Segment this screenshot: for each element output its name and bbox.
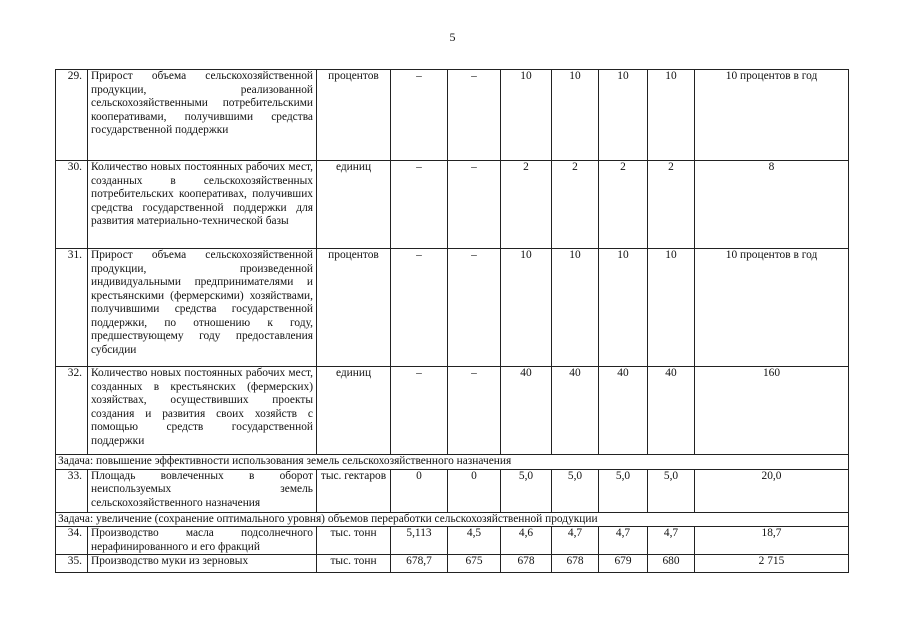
table-row [56, 367, 849, 455]
value-cell: 5,0 [648, 469, 695, 512]
indicator-description: Производство муки из зерновых [88, 555, 317, 573]
value-cell: – [448, 249, 501, 367]
value-cell: – [391, 249, 448, 367]
table-row [56, 161, 849, 249]
unit-cell: тыс. тонн [317, 555, 391, 573]
task-row [56, 455, 849, 470]
value-cell: 10 [648, 70, 695, 161]
value-cell: 4,6 [501, 527, 552, 555]
value-cell: 10 [599, 70, 648, 161]
total-cell: 2 715 [695, 555, 849, 573]
value-cell: 678 [552, 555, 599, 573]
unit-cell: процентов [317, 249, 391, 367]
value-cell: 40 [648, 367, 695, 455]
value-cell: 0 [391, 469, 448, 512]
task-text: Задача: повышение эффективности использования земель сельскохозяйственного назначения [56, 455, 849, 470]
value-cell: 4,5 [448, 527, 501, 555]
value-cell: 2 [599, 161, 648, 249]
value-cell: 40 [599, 367, 648, 455]
value-cell: – [391, 161, 448, 249]
unit-cell: тыс. гектаров [317, 469, 391, 512]
total-cell: 10 процентов в год [695, 249, 849, 367]
value-cell: 5,0 [552, 469, 599, 512]
total-cell: 18,7 [695, 527, 849, 555]
table-row [56, 249, 849, 367]
value-cell: 5,0 [501, 469, 552, 512]
value-cell: 10 [648, 249, 695, 367]
value-cell: 2 [648, 161, 695, 249]
table-row [56, 555, 849, 573]
value-cell: 5,0 [599, 469, 648, 512]
value-cell: 4,7 [648, 527, 695, 555]
value-cell: – [448, 70, 501, 161]
total-cell: 20,0 [695, 469, 849, 512]
value-cell: 678 [501, 555, 552, 573]
value-cell: 680 [648, 555, 695, 573]
value-cell: 678,7 [391, 555, 448, 573]
table-row [56, 527, 849, 555]
table-row [56, 70, 849, 161]
row-number: 33. [56, 469, 88, 512]
unit-cell: процентов [317, 70, 391, 161]
value-cell: – [391, 367, 448, 455]
value-cell: 10 [501, 70, 552, 161]
task-row [56, 512, 849, 527]
value-cell: 4,7 [552, 527, 599, 555]
page-number: 5 [449, 30, 456, 44]
value-cell: 5,113 [391, 527, 448, 555]
value-cell: 10 [599, 249, 648, 367]
value-cell: 2 [552, 161, 599, 249]
row-number: 35. [56, 555, 88, 573]
indicator-description: Прирост объема сельскохозяйственной продукции, произведенной индивидуальными предпринимателями и крестьянскими (фермерскими) хозяйствами, получившими средства государственной поддержки, по отношению к году, предшествующему году предоставления субсидии [88, 249, 317, 367]
value-cell: 40 [501, 367, 552, 455]
total-cell: 8 [695, 161, 849, 249]
value-cell: 40 [552, 367, 599, 455]
indicator-description: Прирост объема сельскохозяйственной продукции, реализованной сельскохозяйственными потребительскими кооперативами, получившими средства государственной поддержки [88, 70, 317, 161]
indicators-table [55, 69, 849, 573]
unit-cell: единиц [317, 367, 391, 455]
value-cell: 0 [448, 469, 501, 512]
task-text: Задача: увеличение (сохранение оптимального уровня) объемов переработки сельскохозяйственной продукции [56, 512, 849, 527]
row-number: 30. [56, 161, 88, 249]
unit-cell: тыс. тонн [317, 527, 391, 555]
table-row [56, 469, 849, 512]
value-cell: – [391, 70, 448, 161]
row-number: 29. [56, 70, 88, 161]
value-cell: 10 [552, 70, 599, 161]
value-cell: 679 [599, 555, 648, 573]
value-cell: 2 [501, 161, 552, 249]
indicator-description: Количество новых постоянных рабочих мест, созданных в крестьянских (фермерских) хозяйствах, осуществивших проекты создания и развития своих хозяйств с помощью средств государственной поддержки [88, 367, 317, 455]
value-cell: 10 [501, 249, 552, 367]
value-cell: 10 [552, 249, 599, 367]
row-number: 34. [56, 527, 88, 555]
unit-cell: единиц [317, 161, 391, 249]
value-cell: 675 [448, 555, 501, 573]
indicator-description: Количество новых постоянных рабочих мест, созданных в сельскохозяйственных потребительских кооперативах, получивших средства государственной поддержки для развития материально-технической базы [88, 161, 317, 249]
value-cell: – [448, 367, 501, 455]
total-cell: 10 процентов в год [695, 70, 849, 161]
total-cell: 160 [695, 367, 849, 455]
value-cell: 4,7 [599, 527, 648, 555]
row-number: 31. [56, 249, 88, 367]
value-cell: – [448, 161, 501, 249]
row-number: 32. [56, 367, 88, 455]
indicator-description: Производство масла подсолнечного нерафинированного и его фракций [88, 527, 317, 555]
indicator-description: Площадь вовлеченных в оборот неиспользуемых земель сельскохозяйственного назначения [88, 469, 317, 512]
